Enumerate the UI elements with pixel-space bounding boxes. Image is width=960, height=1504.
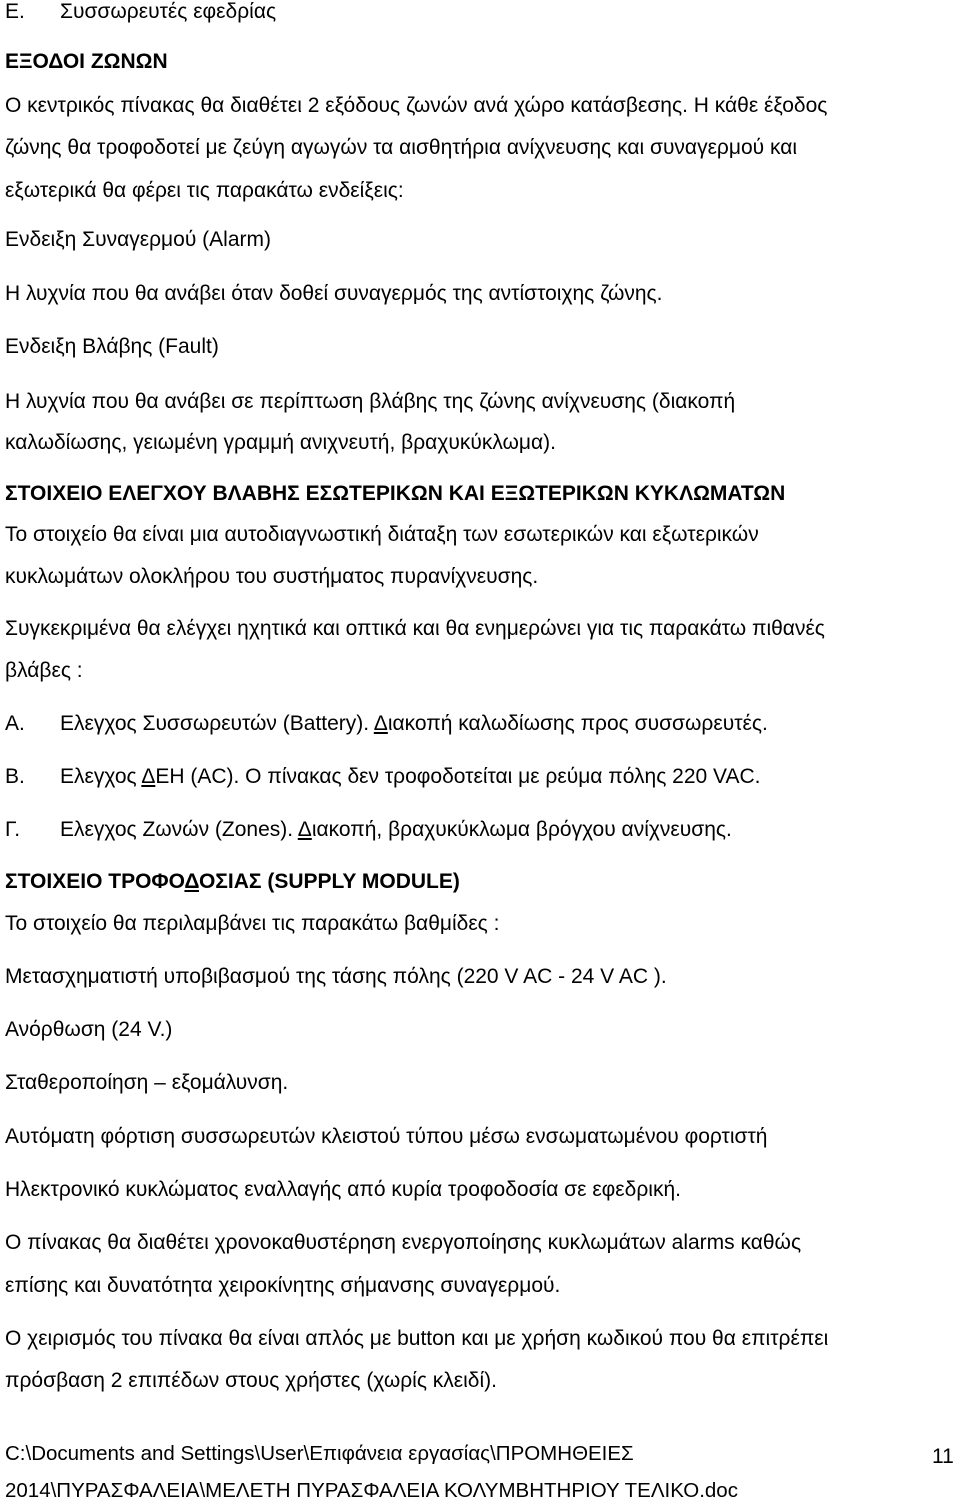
supply-intro: Το στοιχείο θα περιλαμβάνει τις παρακάτω βαθμίδες : bbox=[5, 912, 500, 935]
item-rest: ιακοπή καλωδίωσης προς συσσωρευτές. bbox=[387, 712, 768, 735]
fault-control-specific-line: βλάβες : bbox=[5, 659, 83, 682]
item-underlined-letter: Δ bbox=[297, 818, 312, 841]
supply-heading bbox=[5, 869, 460, 895]
fault-control-para-line: κυκλωμάτων ολοκλήρου του συστήματος πυρανίχνευσης. bbox=[5, 565, 539, 588]
supply-delay-line: Ο πίνακας θα διαθέτει χρονοκαθυστέρηση ενεργοποίησης κυκλωμάτων alarms καθώς bbox=[5, 1231, 802, 1254]
fault-control-heading: ΣΤΟΙΧΕΙΟ ΕΛΕΓΧΟΥ ΒΛΑΒΗΣ ΕΣΩΤΕΡΙΚΩΝ ΚΑΙ ΕΞΩΤΕΡΙΚΩΝ ΚΥΚΛΩΜΑΤΩΝ bbox=[5, 482, 786, 505]
supply-heading-underlined: Δ bbox=[184, 870, 199, 893]
zone-outputs-para-line: Ο κεντρικός πίνακας θα διαθέτει 2 εξόδους ζωνών ανά χώρο κατάσβεσης. Η κάθε έξοδος bbox=[5, 94, 828, 117]
zone-outputs-para-line: εξωτερικά θα φέρει τις παρακάτω ενδείξεις: bbox=[5, 179, 404, 202]
page-number: 11 bbox=[932, 1445, 954, 1468]
supply-operation-line: Ο χειρισμός του πίνακα θα είναι απλός με button και με χρήση κωδικού που θα επιτρέπει bbox=[5, 1327, 829, 1350]
item-text: Ελεγχος Συσσωρευτών (Battery). bbox=[60, 712, 374, 735]
item-underlined-letter: Δ bbox=[141, 765, 156, 788]
supply-delay-line: επίσης και δυνατότητα χειροκίνητης σήμανσης συναγερμού. bbox=[5, 1274, 561, 1297]
zone-outputs-heading: ΕΞΟΔΟΙ ΖΩΝΩΝ bbox=[5, 50, 168, 73]
item-rest: ιακοπή, βραχυκύκλωμα βρόγχου ανίχνευσης. bbox=[311, 818, 732, 841]
item-letter: Β. bbox=[5, 765, 25, 788]
fault-indication-desc-line: καλωδίωσης, γειωμένη γραμμή ανιχνευτή, βραχυκύκλωμα). bbox=[5, 431, 556, 454]
footer-path-line: 2014\ΠΥΡΑΣΦΑΛΕΙΑ\ΜΕΛΕΤΗ ΠΥΡΑΣΦΑΛΕΙΑ ΚΟΛΥΜΒΗΤΗΡΙΟΥ ΤΕΛΙΚΟ.doc bbox=[5, 1479, 738, 1502]
fault-indication-title: Ενδειξη Βλάβης (Fault) bbox=[5, 335, 219, 358]
supply-stage: Σταθεροποίηση – εξομάλυνση. bbox=[5, 1071, 289, 1094]
supply-stage: Ηλεκτρονικό κυκλώματος εναλλαγής από κυρία τροφοδοσία σε εφεδρική. bbox=[5, 1178, 681, 1201]
fault-control-specific-line: Συγκεκριμένα θα ελέγχει ηχητικά και οπτικά και θα ενημερώνει για τις παρακάτω πιθανές bbox=[5, 617, 825, 640]
fault-indication-desc-line: Η λυχνία που θα ανάβει σε περίπτωση βλάβης της ζώνης ανίχνευσης (διακοπή bbox=[5, 390, 736, 413]
item-text: Ελεγχος Ζωνών (Zones). bbox=[60, 818, 298, 841]
item-underlined-letter: Δ bbox=[373, 712, 388, 735]
item-letter: Γ. bbox=[5, 818, 21, 841]
zone-outputs-para-line: ζώνης θα τροφοδοτεί με ζεύγη αγωγών τα αισθητήρια ανίχνευσης και συναγερμού και bbox=[5, 136, 798, 159]
supply-stage: Αυτόματη φόρτιση συσσωρευτών κλειστού τύπου μέσω ενσωματωμένου φορτιστή bbox=[5, 1125, 768, 1148]
fault-list-item bbox=[5, 817, 732, 843]
fault-list-item bbox=[5, 764, 761, 790]
supply-stage: Ανόρθωση (24 V.) bbox=[5, 1018, 173, 1041]
section-letter: Ε. bbox=[5, 0, 25, 23]
supply-heading-post: ΟΣΙΑΣ (SUPPLY MODULE) bbox=[198, 870, 460, 893]
supply-operation-line: πρόσβαση 2 επιπέδων στους χρήστες (χωρίς κλειδί). bbox=[5, 1369, 497, 1392]
fault-control-para-line: Το στοιχείο θα είναι μια αυτοδιαγνωστική διάταξη των εσωτερικών και εξωτερικών bbox=[5, 523, 759, 546]
item-rest: ΕΗ (AC). Ο πίνακας δεν τροφοδοτείται με ρεύμα πόλης 220 VAC. bbox=[155, 765, 761, 788]
item-text: Ελεγχος bbox=[60, 765, 142, 788]
supply-heading-pre: ΣΤΟΙΧΕΙΟ ΤΡΟΦΟ bbox=[5, 870, 185, 893]
item-letter: Α. bbox=[5, 712, 25, 735]
supply-stage: Μετασχηματιστή υποβιβασμού της τάσης πόλης (220 V AC - 24 V AC ). bbox=[5, 965, 667, 988]
fault-list-item bbox=[5, 711, 768, 737]
alarm-indication-title: Ενδειξη Συναγερμού (Alarm) bbox=[5, 228, 271, 251]
footer-path-line: C:\Documents and Settings\User\Επιφάνεια εργασίας\ΠΡΟΜΗΘΕΙΕΣ bbox=[5, 1442, 634, 1465]
section-title: Συσσωρευτές εφεδρίας bbox=[60, 0, 277, 23]
alarm-indication-desc: Η λυχνία που θα ανάβει όταν δοθεί συναγερμός της αντίστοιχης ζώνης. bbox=[5, 282, 663, 305]
section-heading bbox=[5, 0, 276, 25]
